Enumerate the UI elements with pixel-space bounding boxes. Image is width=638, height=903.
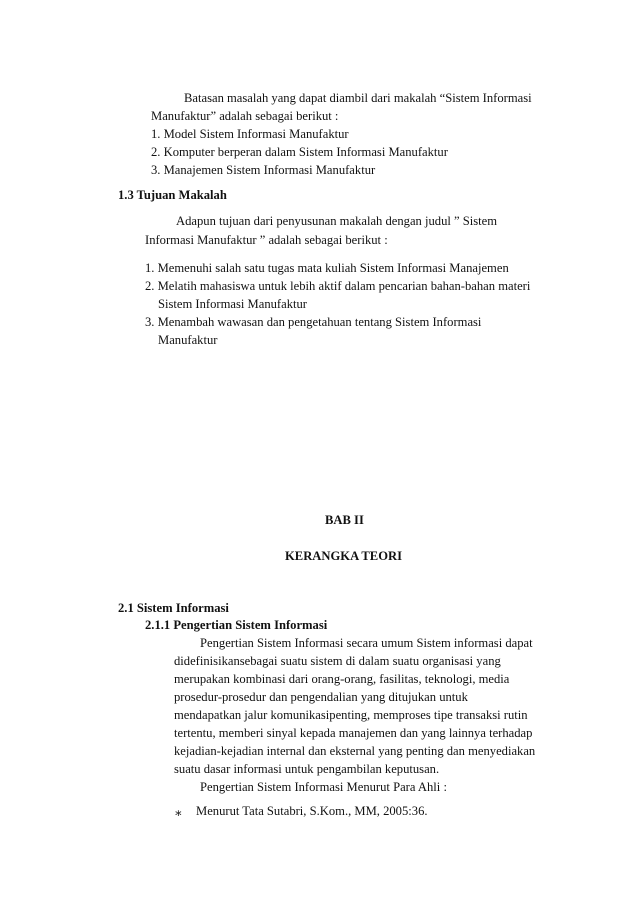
section-2-1-1-paragraph-line-7: kejadian-kejadian internal dan eksternal yang penting dan menyediakan [174,744,536,758]
section-2-1-1-paragraph-line-6: tertentu, memberi sinyal kepada manajemen dan yang lainnya terhadap [174,726,533,740]
section-1-3-list-item-2: 2. Melatih mahasiswa untuk lebih aktif dalam pencarian bahan-bahan materi [145,279,531,293]
section-2-1-1-paragraph-line-2: didefinisikansebagai suatu sistem di dalam suatu organisasi yang [174,654,501,668]
intro-list-item-1: 1. Model Sistem Informasi Manufaktur [151,127,349,141]
intro-line-1: Batasan masalah yang dapat diambil dari makalah “Sistem Informasi [184,91,532,105]
section-1-3-paragraph-line-1: Adapun tujuan dari penyusunan makalah dengan judul ” Sistem [176,214,498,228]
section-2-1-1-paragraph-line-5: mendapatkan jalur komunikasipenting, memproses tipe transaksi rutin [174,708,528,722]
chapter-label: BAB II [325,513,364,527]
intro-list-item-3: 3. Manajemen Sistem Informasi Manufaktur [151,163,376,177]
bullet-item-text: Menurut Tata Sutabri, S.Kom., MM, 2005:36. [196,804,428,818]
experts-intro-line: Pengertian Sistem Informasi Menurut Para Ahli : [200,780,447,794]
section-1-3-paragraph-line-2: Informasi Manufaktur ” adalah sebagai berikut : [145,233,388,247]
section-2-1-1-paragraph-line-4: prosedur-prosedur dan pengendalian yang ditujukan untuk [174,690,468,704]
section-1-3-list-item-2-cont: Sistem Informasi Manufaktur [158,297,307,311]
intro-list-item-2: 2. Komputer berperan dalam Sistem Informasi Manufaktur [151,145,448,159]
section-1-3-list-item-1: 1. Memenuhi salah satu tugas mata kuliah Sistem Informasi Manajemen [145,261,509,275]
section-2-1-1-paragraph-line-8: suatu dasar informasi untuk pengambilan keputusan. [174,762,440,776]
section-1-3-list-item-3: 3. Menambah wawasan dan pengetahuan tentang Sistem Informasi [145,315,482,329]
section-1-3-list-item-3-cont: Manufaktur [158,333,218,347]
section-1-3-heading: 1.3 Tujuan Makalah [118,188,227,202]
intro-line-2: Manufaktur” adalah sebagai berikut : [151,109,339,123]
bullet-icon: ∗ [174,806,183,820]
section-2-1-1-paragraph-line-1: Pengertian Sistem Informasi secara umum Sistem informasi dapat [200,636,533,650]
section-2-1-heading: 2.1 Sistem Informasi [118,601,229,615]
section-2-1-1-paragraph-line-3: merupakan kombinasi dari orang-orang, fasilitas, teknologi, media [174,672,510,686]
section-2-1-1-subheading: 2.1.1 Pengertian Sistem Informasi [145,618,328,632]
chapter-title: KERANGKA TEORI [285,549,402,563]
